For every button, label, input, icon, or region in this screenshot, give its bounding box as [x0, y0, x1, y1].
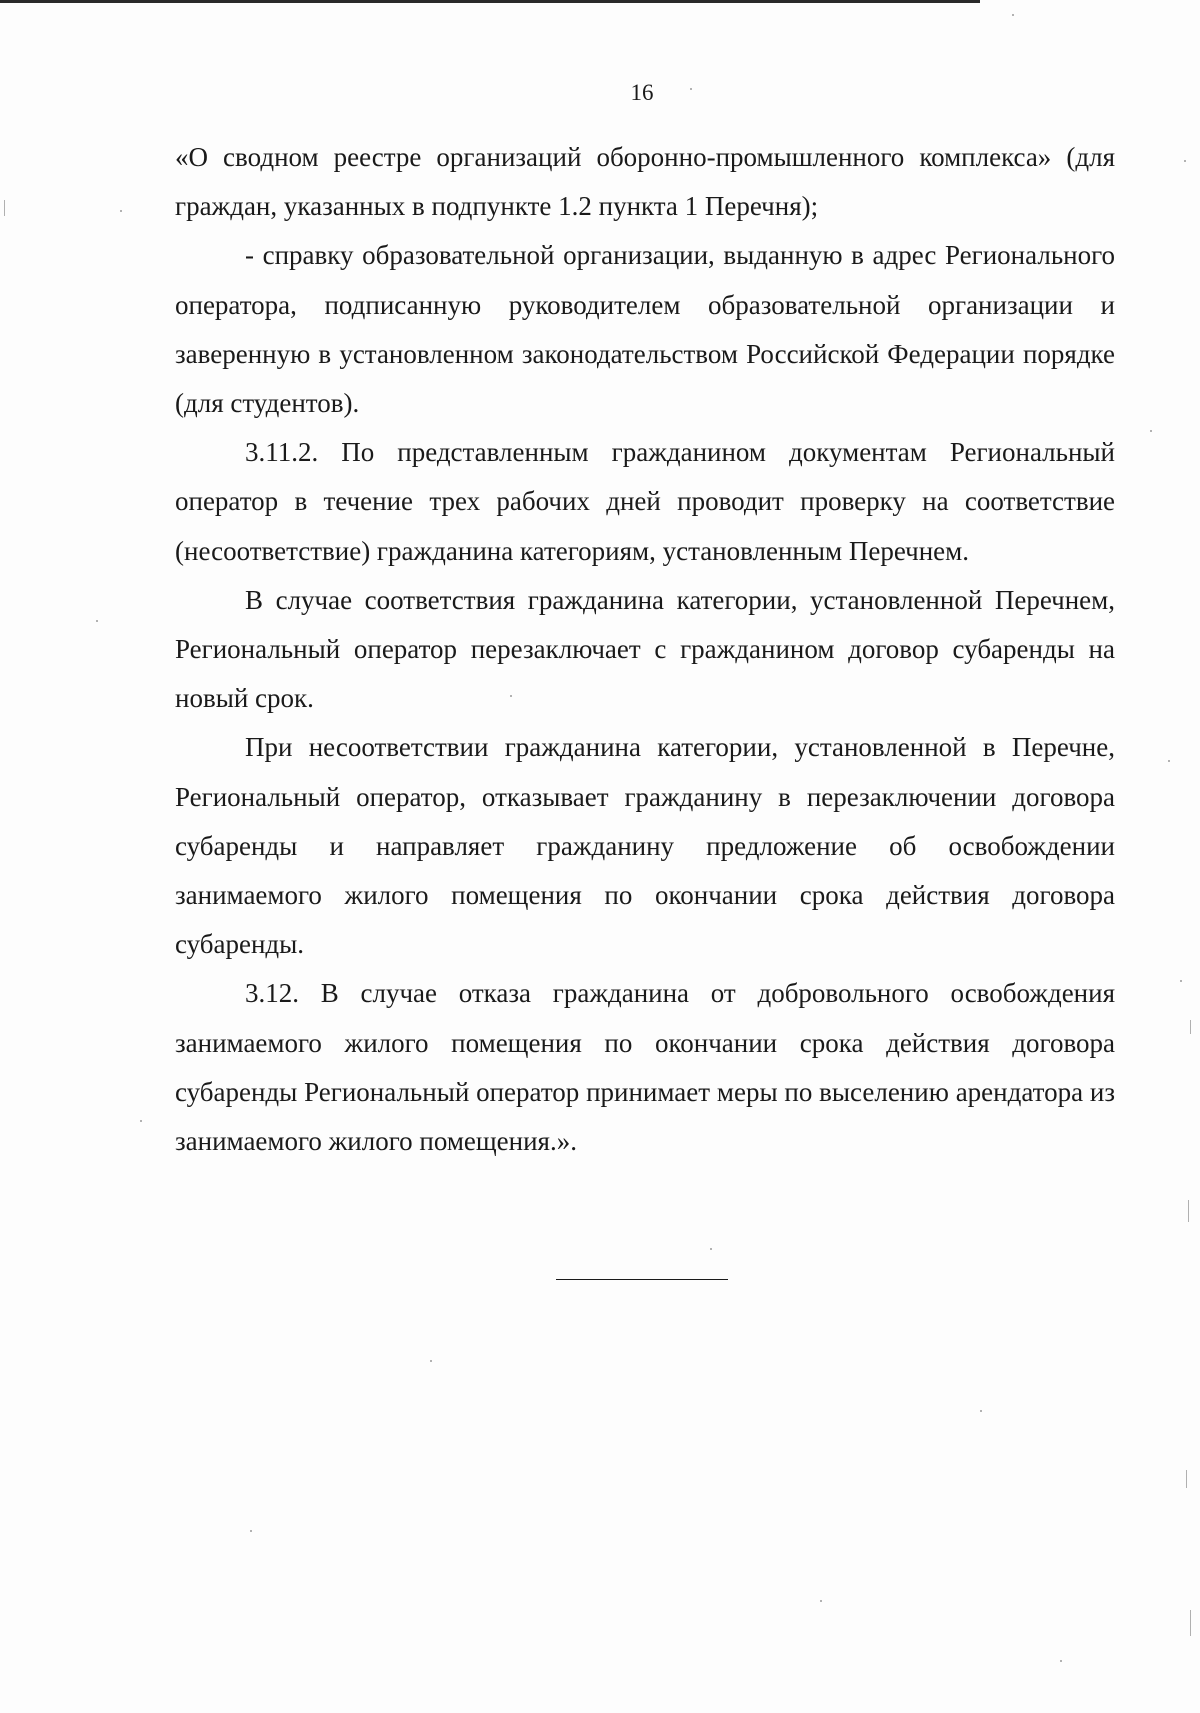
page-top-edge: [0, 0, 980, 3]
end-separator-line: [556, 1279, 728, 1280]
paragraph-clause-3-12: 3.12. В случае отказа гражданина от добровольного освобождения занимаемого жилого помещения по окончании срока действия договора субаренды Региональный оператор принимает меры по выселению арендатора из занимаемого жилого помещения.».: [175, 978, 1115, 1157]
paragraph-clause-3-11-2: 3.11.2. По представленным гражданином документам Региональный оператор в течение трех рабочих дней проводит проверку на соответствие (несоответствие) гражданина категориям, установленным Перечнем.: [175, 437, 1115, 566]
paragraph-student-certificate: - справку образовательной организации, выданную в адрес Регионального оператора, подписанную руководителем образовательной организации и заверенную в установленном законодательством Российской Федерации порядке (для студентов).: [175, 240, 1115, 419]
paragraph-compliance: В случае соответствия гражданина категории, установленной Перечнем, Региональный оператор перезаключает с гражданином договор субаренды на новый срок.: [175, 584, 1115, 714]
page-number: 16: [630, 80, 654, 105]
paragraph-noncompliance: При несоответствии гражданина категории, установленной в Перечне, Региональный оператор, отказывает гражданину в перезаключении договора субаренды и направляет гражданину предложение об освобождении занимаемого жилого помещения по окончании срока действия договора субаренды.: [175, 732, 1115, 960]
document-body: [175, 133, 1115, 1166]
paragraph-continuation: «О сводном реестре организаций оборонно-промышленного комплекса» (для граждан, указанных в подпункте 1.2 пункта 1 Перечня);: [175, 142, 1115, 222]
